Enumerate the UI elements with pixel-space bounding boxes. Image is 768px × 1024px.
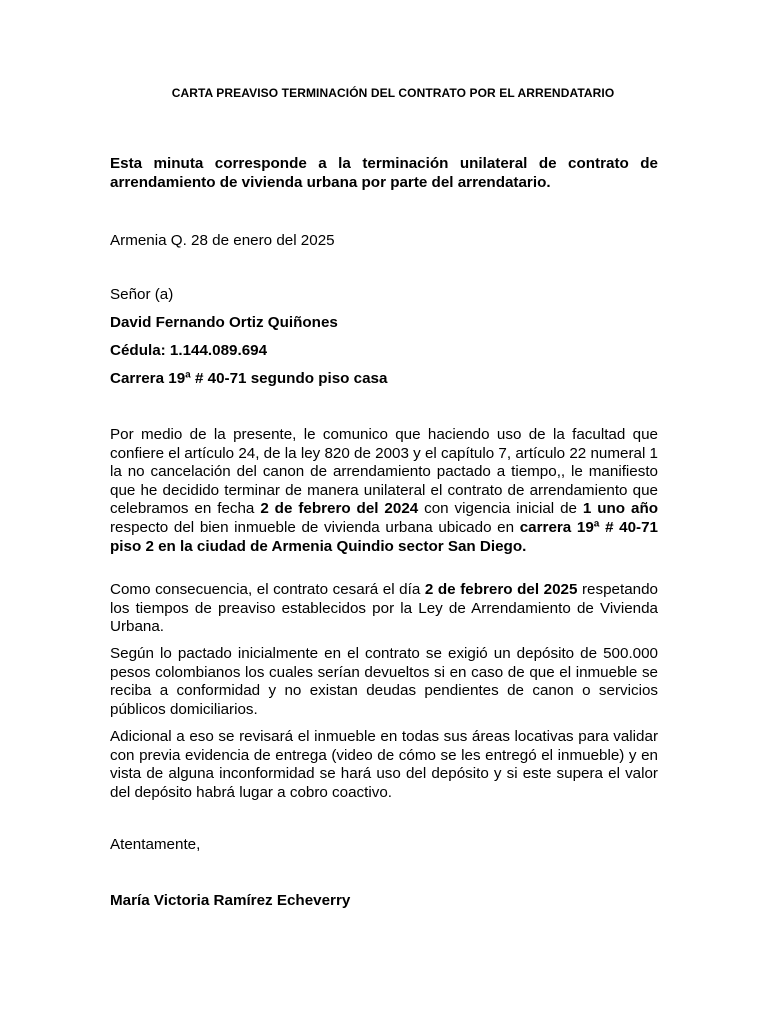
salutation: Señor (a) [110,286,174,303]
p1-text-e: respecto del bien inmueble de vivienda urbana ubicado en [110,500,667,536]
p2-text-a: Como consecuencia, el contrato cesará el día [110,581,425,598]
intro-paragraph: Esta minuta corresponde a la terminación unilateral de contrato de arrendamiento de vivienda urbana por parte del arrendatario. [110,155,658,191]
contract-term: 1 uno año [582,500,659,518]
body-paragraph-2 [110,581,658,637]
body-paragraph-1 [110,426,667,556]
contract-end-date: 2 de febrero del 2025 [424,581,578,598]
signer-name: María Victoria Ramírez Echeverry [110,892,351,909]
property-location: carrera 19ª # 40-71 piso 2 en la ciudad de Armenia Quindio sector San Diego. [110,518,659,555]
p1-text-c: con vigencia inicial de [418,500,583,518]
body-paragraph-3: Según lo pactado inicialmente en el contrato se exigió un depósito de 500.000 pesos colombianos los cuales serían devueltos si en caso de que el inmueble se reciba a conformidad y no existan deudas pendientes de canon o servicios públicos domiciliarios. [110,645,658,718]
recipient-address: Carrera 19ª # 40-71 segundo piso casa [110,370,388,387]
contract-start-date: 2 de febrero del 2024 [260,500,419,518]
recipient-id: Cédula: 1.144.089.694 [110,342,268,359]
body-paragraph-4: Adicional a eso se revisará el inmueble en todas sus áreas locativas para validar con previa evidencia de entrega (video de cómo se les entregó el inmueble) y en vista de alguna inconformidad se hará uso del depósito y si este supera el valor del depósito habrá lugar a cobro coactivo. [110,728,658,801]
p2-text-c: respetando los tiempos de preaviso establecidos por la Ley de Arrendamiento de Vivienda Urbana. [110,581,658,636]
date-line: Armenia Q. 28 de enero del 2025 [110,232,335,249]
document-title: CARTA PREAVISO TERMINACIÓN DEL CONTRATO POR EL ARRENDATARIO [171,86,615,100]
closing: Atentamente, [110,836,201,853]
p1-text-a: Por medio de la presente, le comunico que haciendo uso de la facultad que confiere el artículo 24, de la ley 820 de 2003 y el capítulo 7, artículo 22 numeral 1 la no cancelación del canon de arrendamiento pactado a tiempo,, le manifiesto que he decidido terminar de manera unilateral el contrato de arrendamiento que celebramos en fecha [110,426,658,518]
recipient-name: David Fernando Ortiz Quiñones [110,314,338,331]
